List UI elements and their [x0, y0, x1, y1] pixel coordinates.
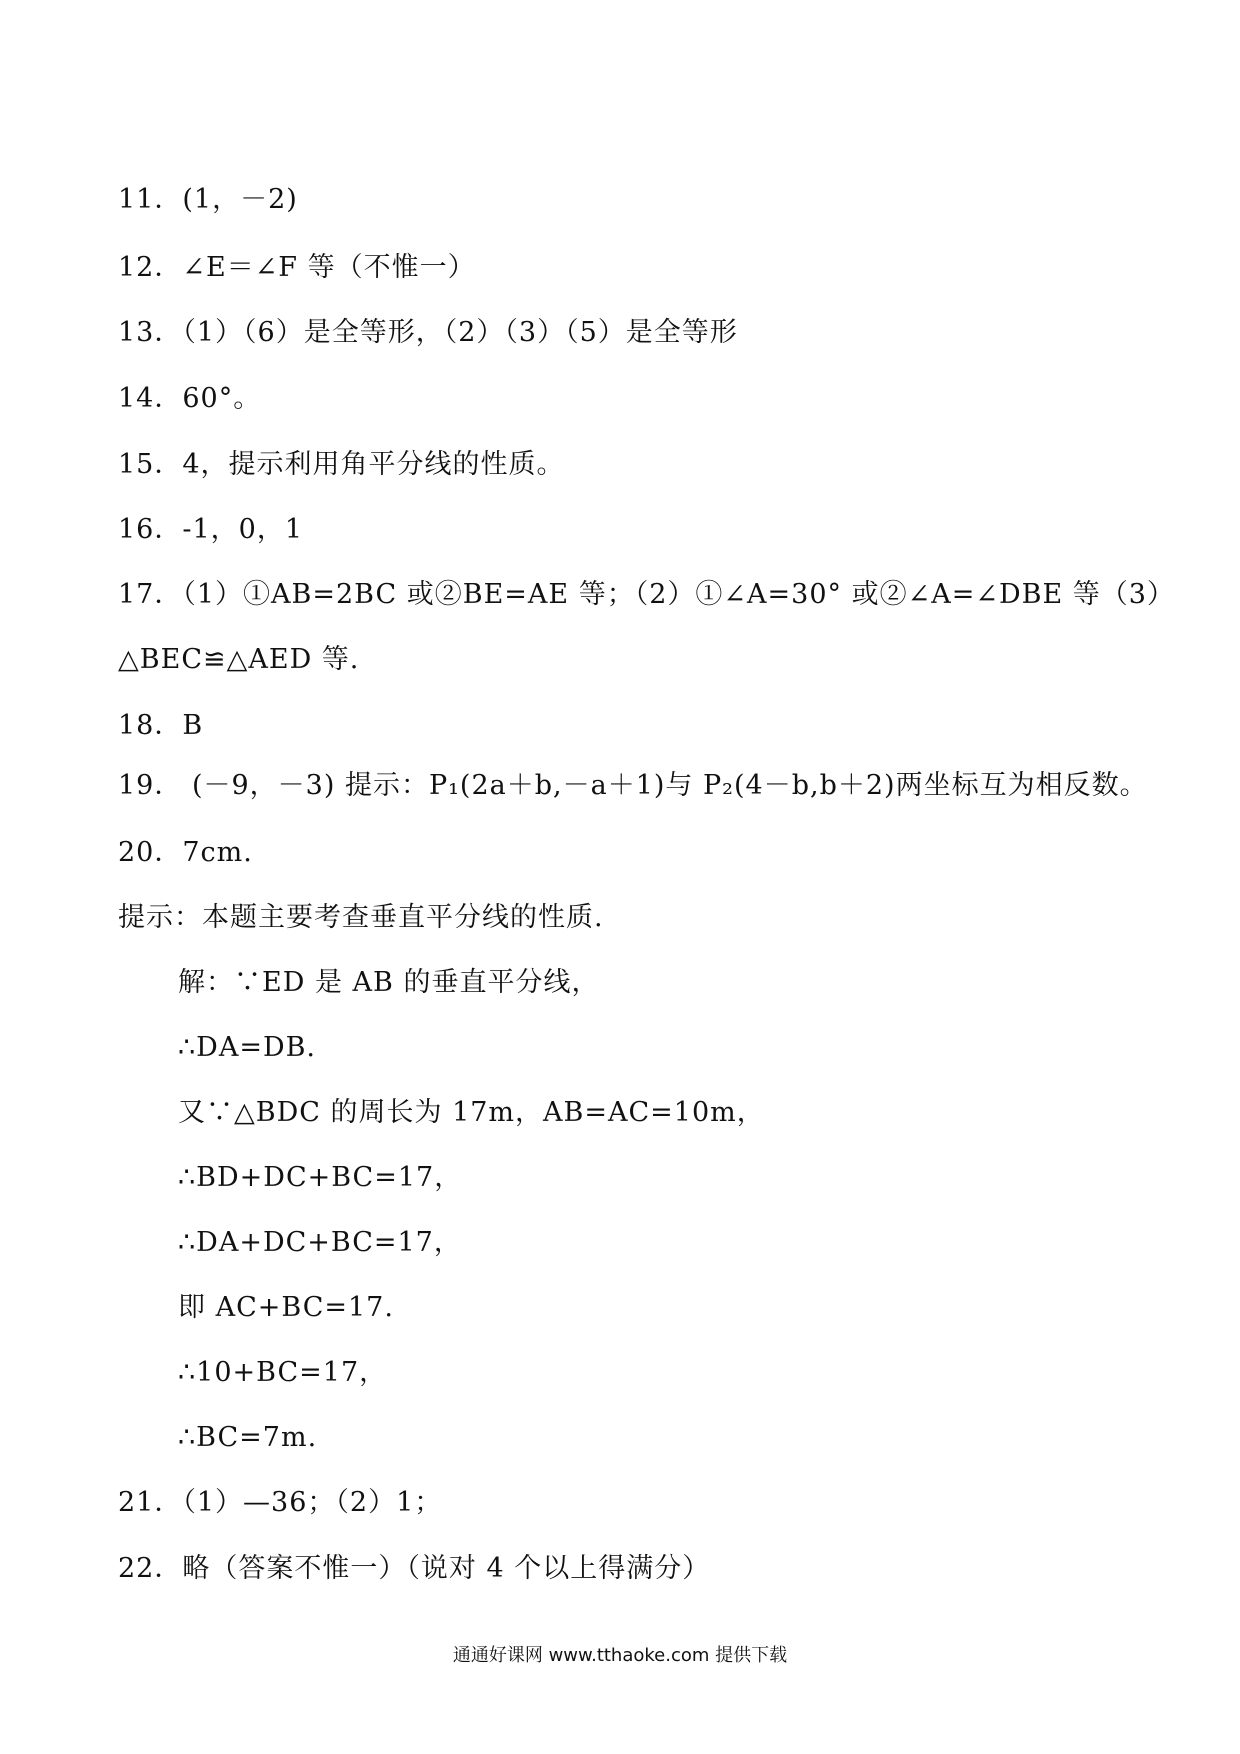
answer-16: 16．-1，0，1 — [118, 514, 304, 545]
answer-22: 22．略（答案不惟一）（说对 4 个以上得满分） — [118, 1553, 711, 1584]
page-footer: 通通好课网 www.tthaoke.com 提供下载 — [452, 1645, 788, 1666]
answer-21: 21．（1）—36；（2）1； — [118, 1487, 443, 1518]
solution-step-4: ∴BD+DC+BC=17， — [178, 1162, 463, 1193]
answer-11: 11．(1，－2) — [118, 184, 298, 215]
solution-step-1: 解：∵ED 是 AB 的垂直平分线， — [178, 967, 600, 998]
solution-step-3: 又∵△BDC 的周长为 17m，AB=AC=10m， — [178, 1097, 765, 1128]
answer-13: 13．（1）（6）是全等形，（2）（3）（5）是全等形 — [118, 317, 738, 348]
answer-18: 18．B — [118, 710, 204, 741]
answer-17: 17．（1）①AB=2BC 或②BE=AE 等；（2）①∠A=30° 或②∠A=∠DBE 等（3） — [118, 579, 1175, 610]
answer-20-hint: 提示：本题主要考查垂直平分线的性质. — [118, 902, 604, 933]
answer-12: 12．∠E＝∠F 等（不惟一） — [118, 252, 476, 283]
solution-step-5: ∴DA+DC+BC=17， — [178, 1227, 462, 1258]
answer-20: 20．7cm. — [118, 837, 253, 868]
answer-19: 19． (－9，－3) 提示：P₁(2a＋b,－a＋1)与 P₂(4－b,b＋2)两坐标互为相反数。 — [118, 770, 1148, 801]
answer-14: 14．60°。 — [118, 383, 262, 414]
solution-step-8: ∴BC=7m. — [178, 1422, 318, 1453]
solution-step-2: ∴DA=DB. — [178, 1032, 317, 1063]
solution-step-6: 即 AC+BC=17. — [178, 1292, 394, 1323]
answer-15: 15．4，提示利用角平分线的性质。 — [118, 449, 565, 480]
answer-17-continued: △BEC≌△AED 等. — [118, 644, 360, 675]
solution-step-7: ∴10+BC=17， — [178, 1357, 388, 1388]
